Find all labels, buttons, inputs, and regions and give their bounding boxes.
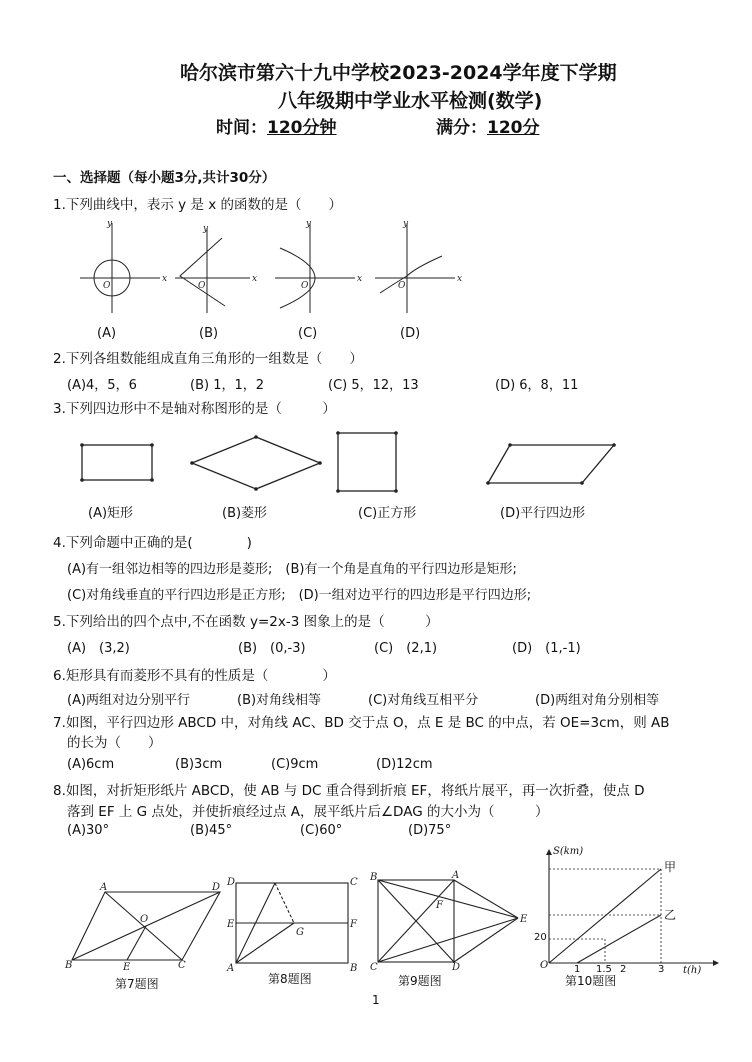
section-heading: 一、选择题（每小题3分,共计30分） (53, 170, 276, 186)
svg-text:D: D (452, 962, 461, 973)
figure-7-caption: 第7题图 (115, 977, 159, 991)
q5-option-c: (C) (2,1) (374, 641, 438, 656)
q8-option-d: (D)75° (408, 823, 452, 838)
score-value: 120分 (487, 118, 540, 138)
svg-text:y: y (403, 219, 409, 229)
score-label: 满分： (436, 118, 487, 138)
svg-text:G: G (296, 927, 304, 938)
fig10-x-tick-1: 1 (574, 964, 581, 975)
svg-text:O: O (103, 281, 111, 291)
svg-text:C: C (370, 962, 378, 973)
svg-text:C: C (350, 877, 358, 888)
q7-stem-line2: 的长为（ ） (67, 735, 162, 751)
fig10-y-tick: 20 (534, 932, 547, 943)
q4-stem: 4.下列命题中正确的是( ) (53, 535, 252, 551)
svg-text:E: E (123, 962, 131, 973)
svg-text:E: E (520, 914, 528, 925)
svg-text:A: A (100, 882, 108, 893)
fig10-x-tick-2: 2 (620, 964, 627, 975)
figure-7 (60, 880, 230, 975)
figure-10 (535, 845, 725, 975)
q6-option-a: (A)两组对边分别平行 (67, 693, 191, 708)
svg-text:y: y (107, 219, 113, 229)
svg-text:O: O (398, 281, 406, 291)
q3-rectangle-shape (82, 445, 152, 480)
q1-option-d: (D) (400, 326, 421, 341)
q8-option-b: (B)45° (190, 823, 233, 838)
exam-subtitle: 八年级期中学业水平检测(数学) (278, 90, 543, 112)
q8-option-c: (C)60° (300, 823, 343, 838)
fig10-x-axis-label: t(h) (683, 965, 702, 976)
q3-stem: 3.下列四边形中不是轴对称图形的是（ ） (53, 401, 336, 417)
q7-option-d: (D)12cm (376, 757, 433, 772)
page-number: 1 (372, 993, 380, 1007)
svg-text:E: E (227, 919, 235, 930)
q7-stem-line1: 7.如图，平行四边形 ABCD 中，对角线 AC、BD 交于点 O，点 E 是 BC 的中点，若 OE=3cm，则 AB (53, 715, 670, 731)
score-row (436, 113, 540, 138)
q2-option-a: (A)4，5，6 (67, 378, 137, 393)
time-label: 时间： (216, 118, 267, 138)
q6-option-d: (D)两组对角分别相等 (535, 693, 660, 708)
q1-graphs (70, 218, 470, 318)
q6-option-c: (C)对角线互相平分 (368, 693, 479, 708)
q1-option-c: (C) (298, 326, 318, 341)
q3-option-a: (A)矩形 (88, 506, 134, 521)
q8-stem-line2: 落到 EF 上 G 点处，并使折痕经过点 A，展平纸片后∠DAG 的大小为（ ） (67, 804, 549, 820)
q1-graph-d (375, 223, 455, 313)
q3-parallelogram-shape (488, 445, 614, 483)
q3-option-d: (D)平行四边形 (500, 506, 586, 521)
fig10-origin: O (540, 960, 549, 971)
q8-stem-line1: 8.如图，对折矩形纸片 ABCD，使 AB 与 DC 重合得到折痕 EF，将纸片展平，再一次折叠，使点 D (53, 783, 645, 799)
q5-option-b: (B) (0,-3) (238, 641, 306, 656)
svg-text:y: y (306, 219, 312, 229)
q5-option-d: (D) (1,-1) (512, 641, 581, 656)
svg-text:x: x (457, 274, 463, 284)
q3-option-c: (C)正方形 (358, 506, 417, 521)
svg-text:D: D (212, 882, 221, 893)
q1-graph-c (275, 223, 355, 313)
q8-option-a: (A)30° (67, 823, 110, 838)
svg-text:B: B (350, 963, 358, 974)
q3-shapes (70, 425, 630, 495)
time-row (216, 113, 337, 138)
figure-10-caption: 第10题图 (565, 974, 617, 988)
q6-stem: 6.矩形具有而菱形不具有的性质是（ ） (53, 668, 336, 684)
svg-text:B: B (65, 960, 73, 971)
q1-graph-b (175, 228, 250, 313)
q1-graph-a (80, 223, 160, 313)
q1-stem: 1.下列曲线中，表示 y 是 x 的函数的是（ ） (53, 197, 343, 213)
q7-option-b: (B)3cm (175, 757, 223, 772)
svg-text:O: O (140, 914, 149, 925)
q3-rhombus-shape (192, 437, 320, 489)
q1-option-a: (A) (97, 326, 117, 341)
svg-text:y: y (203, 224, 209, 234)
fig10-yi-label: 乙 (664, 908, 677, 922)
fig10-x-tick-1-5: 1.5 (596, 964, 612, 975)
q3-option-b: (B)菱形 (222, 506, 268, 521)
svg-text:F: F (436, 900, 443, 911)
svg-text:F: F (350, 919, 357, 930)
q6-option-b: (B)对角线相等 (237, 693, 322, 708)
fig10-y-axis-label: S(km) (553, 846, 584, 857)
svg-text:x: x (252, 274, 258, 284)
figure-8-caption: 第8题图 (268, 972, 312, 986)
q7-option-a: (A)6cm (67, 757, 115, 772)
figure-9-caption: 第9题图 (398, 974, 442, 988)
fig10-x-tick-3: 3 (658, 964, 665, 975)
svg-text:x: x (162, 274, 168, 284)
svg-text:C: C (178, 960, 186, 971)
q2-option-b: (B) 1，1，2 (190, 378, 265, 393)
exam-title: 哈尔滨市第六十九中学校2023-2024学年度下学期 (180, 62, 617, 84)
q2-option-c: (C) 5，12，13 (328, 378, 419, 393)
q2-stem: 2.下列各组数能组成直角三角形的一组数是（ ） (53, 351, 363, 367)
svg-text:x: x (357, 274, 363, 284)
q4-options-line2: (C)对角线垂直的平行四边形是正方形; (D)一组对边平行的四边形是平行四边形; (67, 588, 532, 603)
svg-text:B: B (370, 872, 378, 883)
svg-text:O: O (198, 281, 206, 291)
figure-8 (222, 875, 362, 975)
q5-option-a: (A) (3,2) (67, 641, 130, 656)
svg-text:A: A (227, 963, 235, 974)
q7-option-c: (C)9cm (271, 757, 319, 772)
svg-text:D: D (227, 877, 236, 888)
q4-options-line1: (A)有一组邻边相等的四边形是菱形; (B)有一个角是直角的平行四边形是矩形; (67, 562, 517, 577)
q3-square-shape (338, 433, 396, 491)
svg-text:A: A (452, 870, 460, 881)
figure-9 (368, 870, 533, 973)
svg-text:O: O (301, 281, 309, 291)
time-value: 120分钟 (267, 118, 337, 138)
q2-option-d: (D) 6，8，11 (495, 378, 579, 393)
q1-option-b: (B) (199, 326, 219, 341)
fig10-jia-label: 甲 (664, 860, 677, 874)
q5-stem: 5.下列给出的四个点中,不在函数 y=2x-3 图象上的是（ ） (53, 614, 439, 630)
